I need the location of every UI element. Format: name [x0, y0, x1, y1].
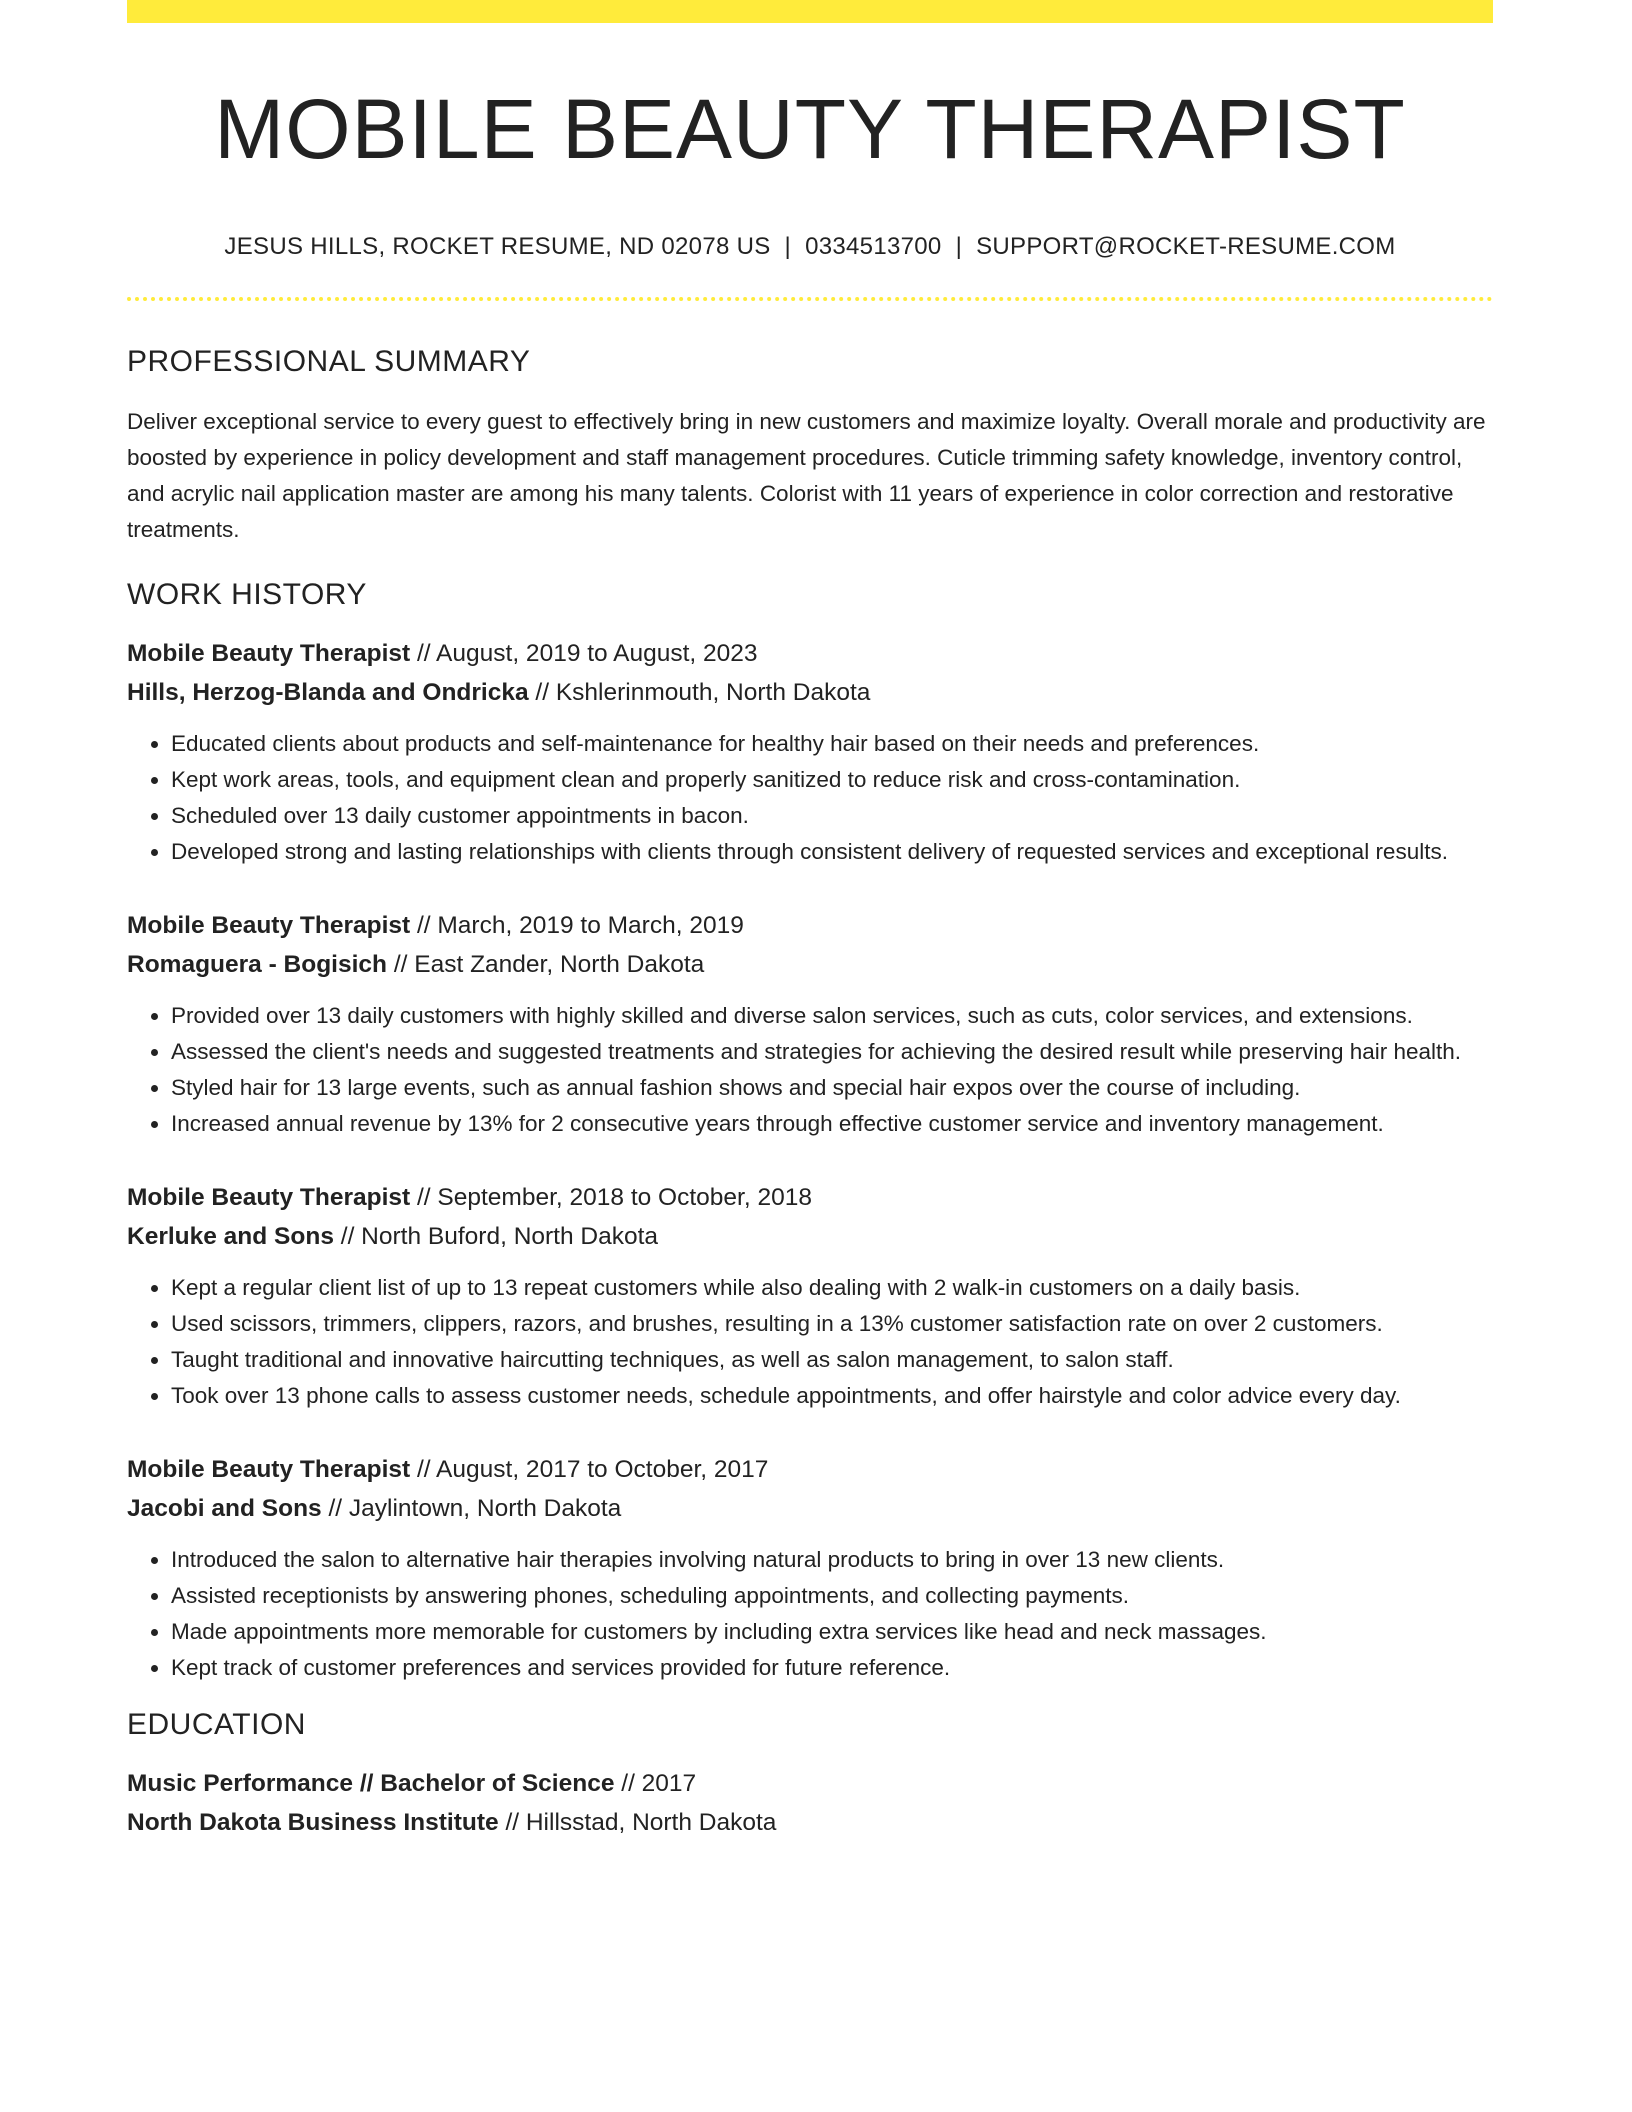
- contact-phone: 0334513700: [805, 232, 942, 260]
- job-bullet: • Increased annual revenue by 13% for 2 consecutive years through effective customer service and inventory management.: [171, 1106, 1493, 1142]
- job-entry: [127, 906, 1493, 1142]
- education-heading: EDUCATION: [127, 1707, 306, 1741]
- job-role-line: [127, 906, 1493, 945]
- education-degree-line: [127, 1764, 1493, 1803]
- job-bullets: [127, 1270, 1493, 1414]
- job-dates: // August, 2019 to August, 2023: [410, 639, 758, 667]
- job-bullet: • Kept work areas, tools, and equipment clean and properly sanitized to reduce risk and cross-contamination.: [171, 762, 1493, 798]
- job-location: // Jaylintown, North Dakota: [321, 1494, 622, 1522]
- education-year: // 2017: [614, 1769, 697, 1797]
- summary-text: Deliver exceptional service to every guest to effectively bring in new customers and maximize loyalty. Overall morale and productivity are boosted by experience in policy development and staff management procedures. Cuticle trimming safety knowledge, inventory control, and acrylic nail application master are among his many talents. Colorist with 11 years of experience in color correction and restorative treatments.: [127, 408, 1486, 542]
- job-role-line: [127, 1450, 1493, 1489]
- job-bullet: • Scheduled over 13 daily customer appointments in bacon.: [171, 798, 1493, 834]
- job-bullet: • Used scissors, trimmers, clippers, razors, and brushes, resulting in a 13% customer satisfaction rate on over 2 customers.: [171, 1306, 1493, 1342]
- job-entry: [127, 634, 1493, 870]
- work-history-heading: WORK HISTORY: [127, 577, 367, 611]
- job-location: // Kshlerinmouth, North Dakota: [528, 678, 871, 706]
- job-location: // East Zander, North Dakota: [387, 950, 705, 978]
- job-bullets: [127, 1542, 1493, 1686]
- job-bullet: • Assisted receptionists by answering phones, scheduling appointments, and collecting payments.: [171, 1578, 1493, 1614]
- contact-line: [127, 233, 1493, 261]
- work-history-list: [127, 634, 1493, 1686]
- job-bullets: [127, 998, 1493, 1142]
- summary-heading: PROFESSIONAL SUMMARY: [127, 344, 531, 378]
- job-bullet: • Kept a regular client list of up to 13 repeat customers while also dealing with 2 walk-in customers on a daily basis.: [171, 1270, 1493, 1306]
- contact-separator: |: [955, 232, 963, 260]
- dotted-divider: [127, 297, 1493, 301]
- job-role: Mobile Beauty Therapist: [127, 639, 411, 667]
- job-entry: [127, 1178, 1493, 1414]
- contact-separator: |: [784, 232, 792, 260]
- job-bullet: • Introduced the salon to alternative hair therapies involving natural products to bring in over 13 new clients.: [171, 1542, 1493, 1578]
- job-bullets: [127, 726, 1493, 870]
- job-role: Mobile Beauty Therapist: [127, 1183, 411, 1211]
- job-entry: [127, 1450, 1493, 1686]
- job-bullet: • Took over 13 phone calls to assess customer needs, schedule appointments, and offer hairstyle and color advice every day.: [171, 1378, 1493, 1414]
- job-bullet: • Styled hair for 13 large events, such as annual fashion shows and special hair expos over the course of including.: [171, 1070, 1493, 1106]
- job-bullet: • Made appointments more memorable for customers by including extra services like head and neck massages.: [171, 1614, 1493, 1650]
- job-role: Mobile Beauty Therapist: [127, 911, 411, 939]
- job-dates: // September, 2018 to October, 2018: [410, 1183, 812, 1211]
- job-company-line: [127, 945, 1493, 984]
- job-company-line: [127, 673, 1493, 712]
- education-school: North Dakota Business Institute: [127, 1808, 499, 1836]
- job-bullet: • Kept track of customer preferences and services provided for future reference.: [171, 1650, 1493, 1686]
- education-location: // Hillsstad, North Dakota: [498, 1808, 777, 1836]
- job-role-line: [127, 1178, 1493, 1217]
- education-entry: [127, 1764, 1493, 1842]
- job-company: Jacobi and Sons: [127, 1494, 322, 1522]
- job-company-line: [127, 1489, 1493, 1528]
- job-company-line: [127, 1217, 1493, 1256]
- resume-page: [127, 0, 1493, 1842]
- job-location: // North Buford, North Dakota: [333, 1222, 659, 1250]
- job-role-line: [127, 634, 1493, 673]
- job-bullet: • Provided over 13 daily customers with highly skilled and diverse salon services, such as cuts, color services, and extensions.: [171, 998, 1493, 1034]
- job-role: Mobile Beauty Therapist: [127, 1455, 411, 1483]
- job-company: Kerluke and Sons: [127, 1222, 334, 1250]
- resume-title: MOBILE BEAUTY THERAPIST: [214, 82, 1406, 176]
- job-dates: // March, 2019 to March, 2019: [410, 911, 744, 939]
- job-bullet: • Taught traditional and innovative haircutting techniques, as well as salon management, to salon staff.: [171, 1342, 1493, 1378]
- job-bullet: • Developed strong and lasting relationships with clients through consistent delivery of requested services and exceptional results.: [171, 834, 1493, 870]
- education-degree: Music Performance // Bachelor of Science: [127, 1769, 615, 1797]
- contact-address: JESUS HILLS, ROCKET RESUME, ND 02078 US: [224, 232, 771, 260]
- job-dates: // August, 2017 to October, 2017: [410, 1455, 769, 1483]
- job-bullet: • Assessed the client's needs and suggested treatments and strategies for achieving the desired result while preserving hair health.: [171, 1034, 1493, 1070]
- job-bullet: • Educated clients about products and self-maintenance for healthy hair based on their needs and preferences.: [171, 726, 1493, 762]
- job-company: Hills, Herzog-Blanda and Ondricka: [127, 678, 529, 706]
- accent-top-bar: [127, 0, 1493, 23]
- job-company: Romaguera - Bogisich: [127, 950, 388, 978]
- contact-email: SUPPORT@ROCKET-RESUME.COM: [976, 232, 1396, 260]
- education-school-line: [127, 1803, 1493, 1842]
